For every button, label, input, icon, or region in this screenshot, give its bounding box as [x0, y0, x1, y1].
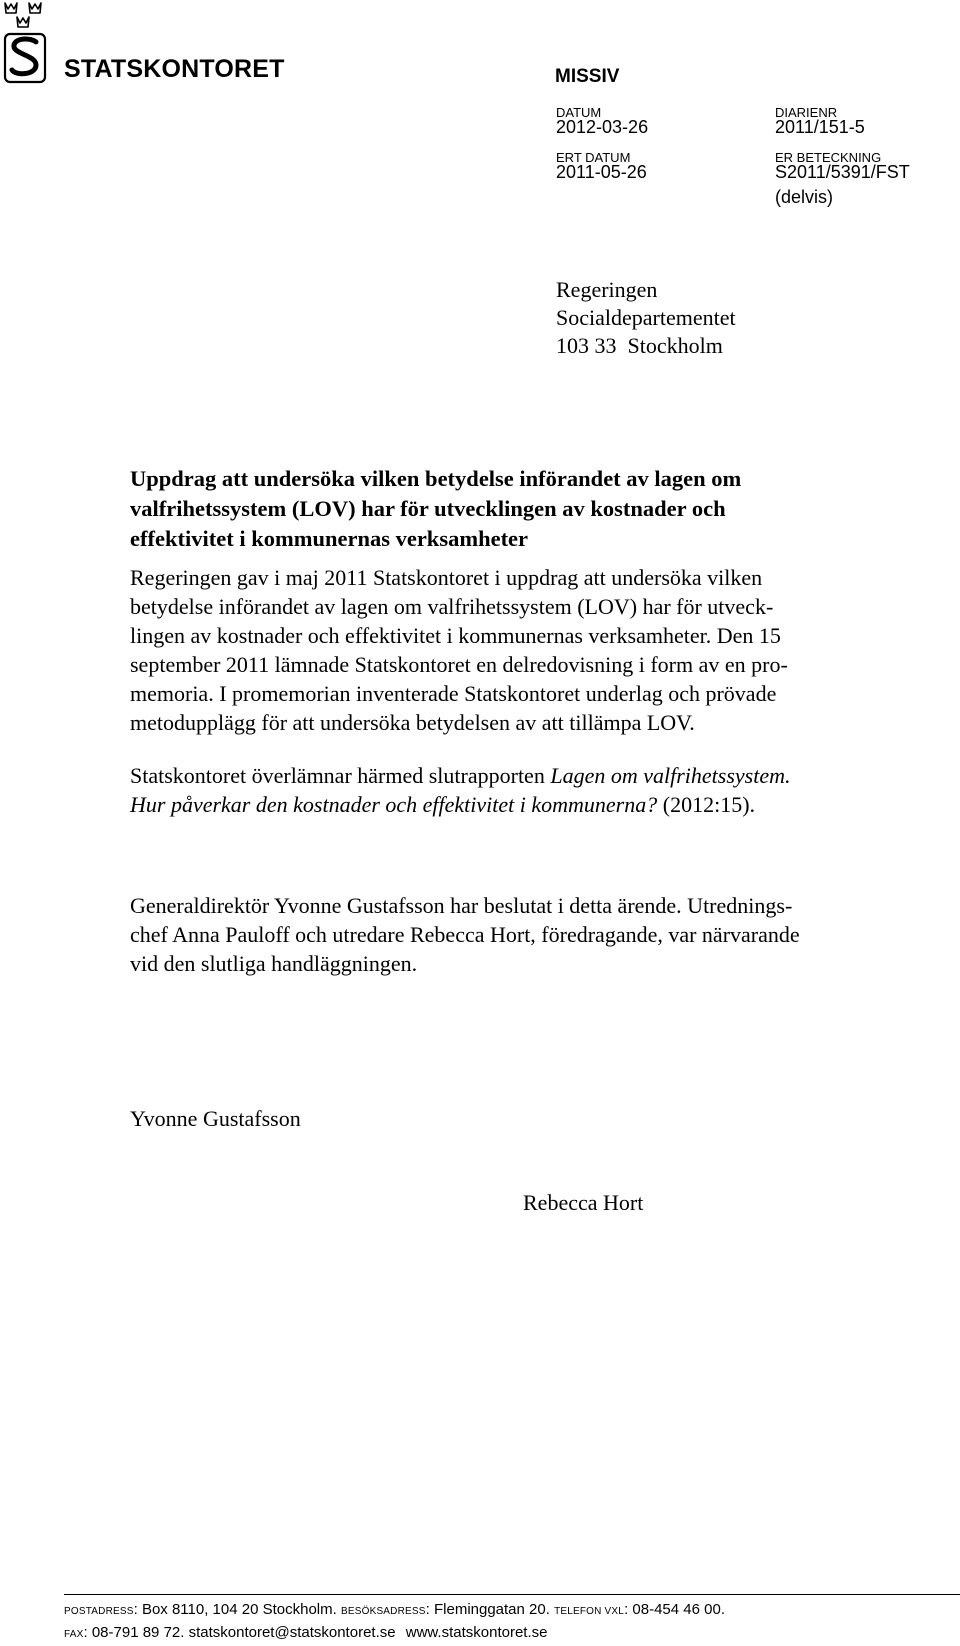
paragraph-line: Generaldirektör Yvonne Gustafsson har beslutat i detta ärende. Utrednings- — [130, 893, 793, 918]
body-paragraph-1 — [130, 563, 895, 737]
subject-heading — [130, 464, 900, 554]
date-value: 2012-03-26 — [556, 117, 649, 137]
subject-line: valfrihetssystem (LOV) har för utvecklingen av kostnader och — [130, 496, 726, 521]
paragraph-line: Regeringen gav i maj 2011 Statskontoret i uppdrag att undersöka vilken — [130, 565, 763, 590]
postadress-label: POSTADRESS — [64, 1606, 134, 1617]
paragraph-line: vid den slutliga handläggningen. — [130, 951, 418, 976]
recipient-line: 103 33 Stockholm — [556, 333, 723, 358]
postadress-value: Box 8110, 104 20 Stockholm. — [141, 1601, 337, 1618]
telefon-value: 08-454 46 00. — [632, 1601, 725, 1618]
email-link[interactable]: statskontoret@statskontoret.se — [188, 1624, 396, 1641]
date-label: DATUM — [556, 105, 602, 120]
paragraph-line: chef Anna Pauloff och utredare Rebecca Hort, föredragande, var närvarande — [130, 922, 800, 947]
paragraph-line — [130, 790, 895, 819]
recipient-address — [556, 276, 736, 360]
diarienr-label: DIARIENR — [775, 105, 838, 120]
subject-line: effektivitet i kommunernas verksamheter — [130, 526, 529, 551]
er-beteckning-label: ER BETECKNING — [775, 150, 882, 165]
recipient-line: Regeringen — [556, 277, 658, 302]
paragraph-line: metodupplägg för att undersöka betydelsen av att tillämpa LOV. — [130, 710, 695, 735]
fax-label: FAX — [64, 1629, 84, 1640]
logo-wordmark: STATSKONTORET — [64, 55, 285, 83]
er-beteckning-value: S2011/5391/FST — [775, 162, 910, 182]
footer-line-1: POSTADRESS: Box 8110, 104 20 Stockholm. BESÖKSADRESS: Fleminggatan 20. TELEFON VXL: 08-454 46 00. — [64, 1601, 725, 1618]
ert-datum-value: 2011-05-26 — [556, 162, 647, 182]
recipient-line: Socialdepartementet — [556, 305, 736, 330]
subject-line: Uppdrag att undersöka vilken betydelse införandet av lagen om — [130, 466, 742, 491]
paragraph-line: lingen av kostnader och effektivitet i kommunernas verksamheter. Den 15 — [130, 623, 781, 648]
report-title: Lagen om valfrihetssystem. — [550, 763, 791, 788]
report-subtitle: Hur påverkar den kostnader och effektivitet i kommunerna? — [130, 792, 658, 817]
besoksadress-value: Fleminggatan 20. — [433, 1601, 550, 1618]
er-beteckning-note: (delvis) — [775, 187, 834, 207]
paragraph-line: september 2011 lämnade Statskontoret en delredovisning i form av en pro- — [130, 652, 788, 677]
body-paragraph-3 — [130, 891, 895, 978]
statskontoret-crest-icon — [2, 0, 50, 86]
signature-director-general: Yvonne Gustafsson — [130, 1106, 301, 1131]
diarienr-value: 2011/151-5 — [775, 117, 865, 137]
ert-datum-label: ERT DATUM — [556, 150, 631, 165]
footer-divider — [64, 1594, 960, 1595]
document-type: MISSIV — [555, 66, 620, 87]
report-number: (2012:15). — [657, 792, 756, 817]
paragraph-text: Statskontoret överlämnar härmed slutrapporten — [130, 763, 551, 788]
besoksadress-label: BESÖKSADRESS — [340, 1606, 426, 1617]
paragraph-line: memoria. I promemorian inventerade Statskontoret underlag och prövade — [130, 681, 777, 706]
body-paragraph-2 — [130, 761, 895, 819]
paragraph-line — [130, 761, 895, 790]
signature-rapporteur: Rebecca Hort — [523, 1190, 644, 1215]
telefon-label: TELEFON VXL — [554, 1606, 625, 1617]
footer-line-2: FAX: 08-791 89 72. statskontoret@statskontoret.se www.statskontoret.se — [64, 1624, 548, 1641]
paragraph-line: betydelse införandet av lagen om valfrihetssystem (LOV) har för utveck- — [130, 594, 774, 619]
footer-contact — [64, 1599, 954, 1645]
website-link[interactable]: www.statskontoret.se — [405, 1624, 548, 1641]
fax-value: 08-791 89 72. — [91, 1624, 185, 1641]
